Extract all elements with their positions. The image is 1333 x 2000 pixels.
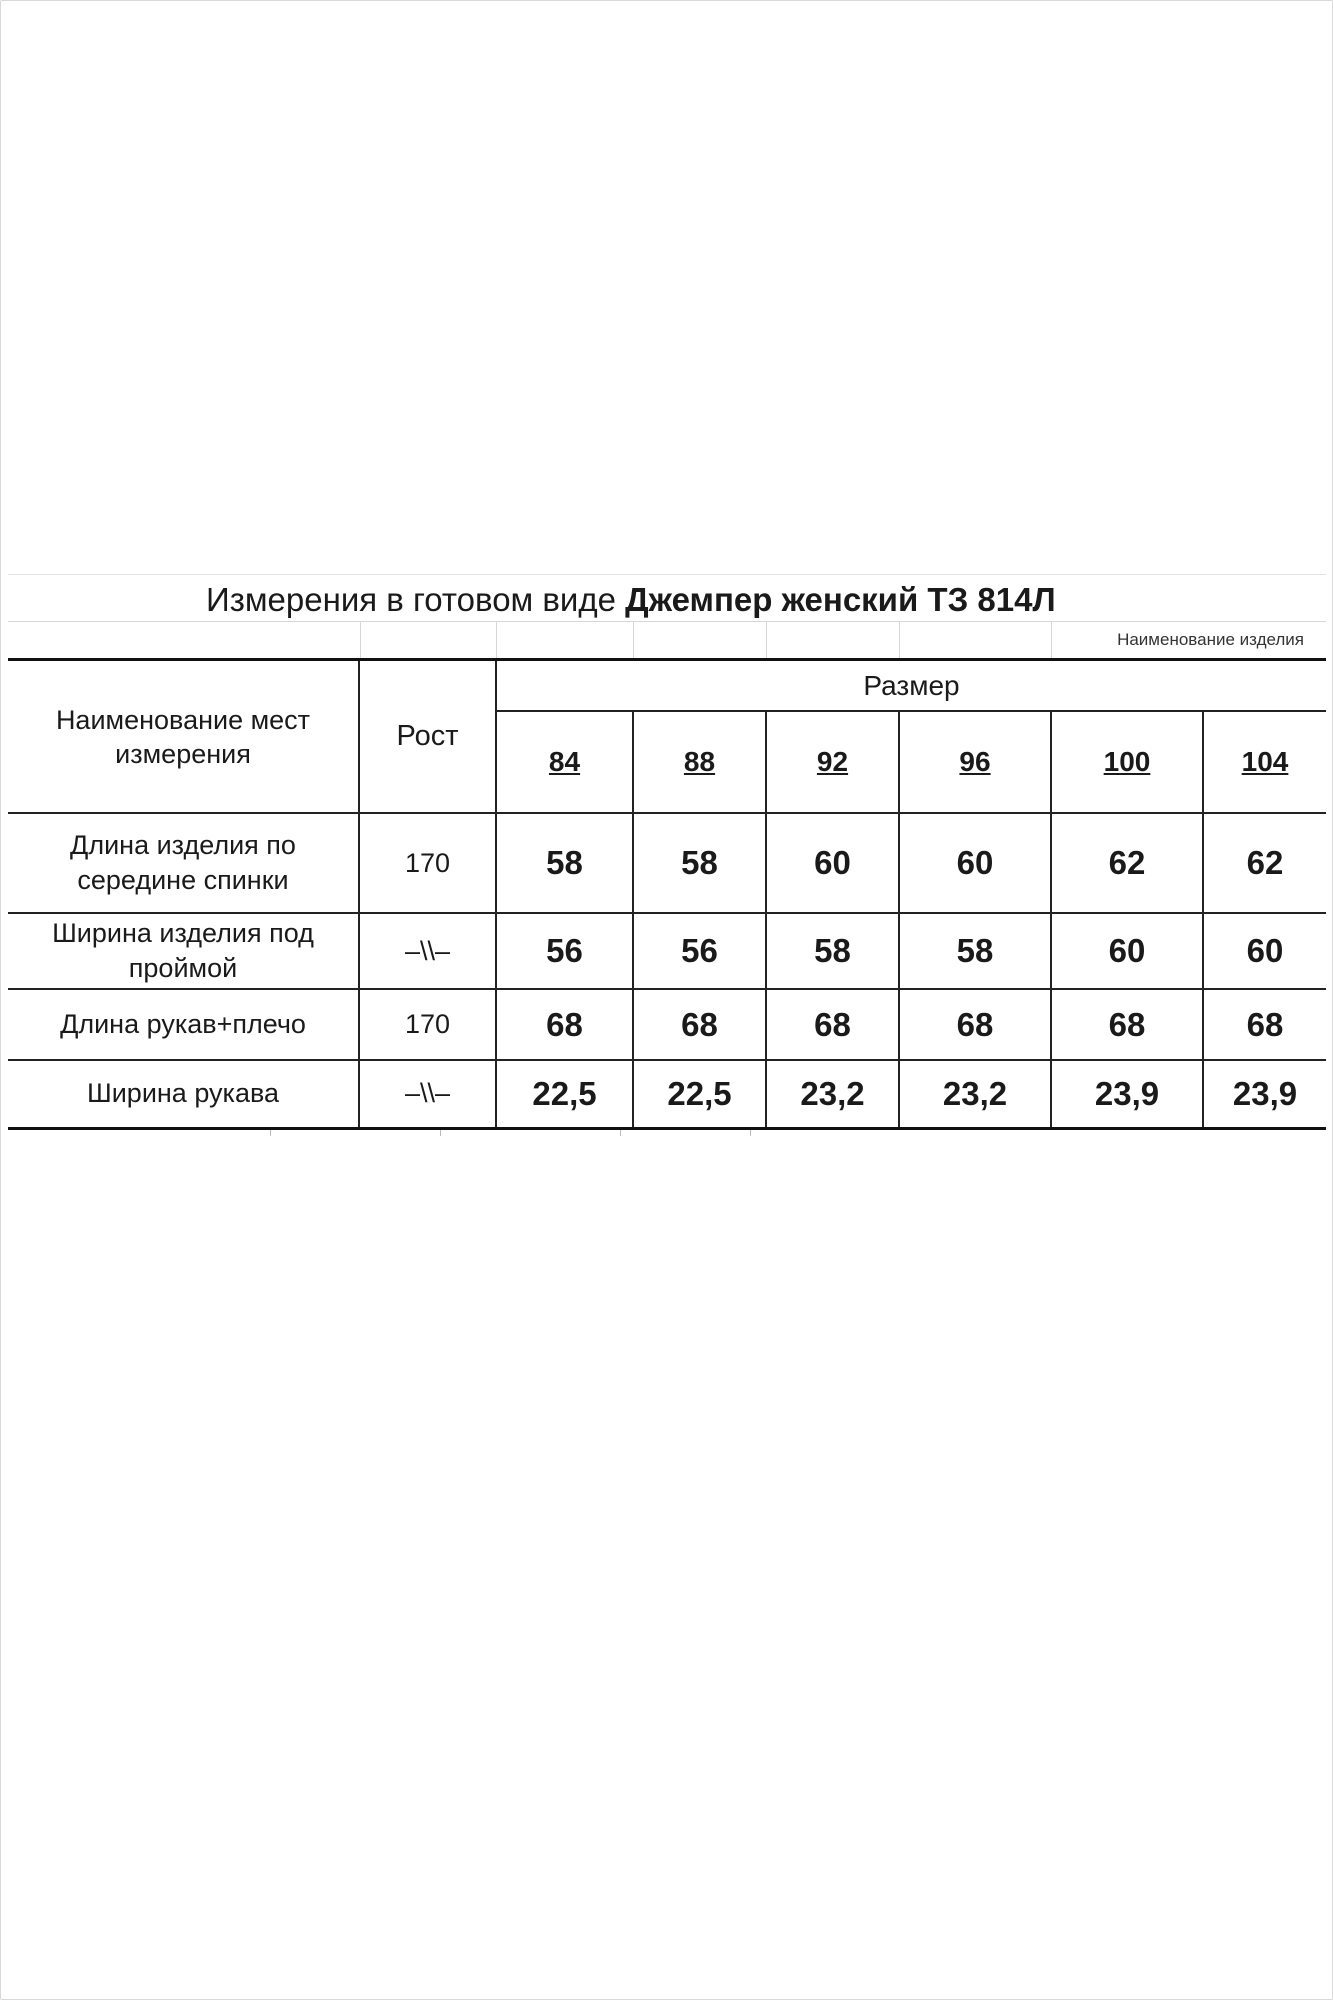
row-label: Длина изделия по середине спинки [8,813,359,913]
row-height: –\\– [359,1060,496,1128]
grid-tick [440,1130,441,1136]
cell-value: 68 [766,989,899,1060]
header-size: 92 [766,711,899,813]
cell-value: 22,5 [633,1060,766,1128]
cell-value: 23,2 [899,1060,1051,1128]
caption-row [8,621,1326,658]
cell-value: 62 [1051,813,1203,913]
header-size: 84 [496,711,633,813]
document-title [206,575,1056,621]
cell-value: 58 [766,913,899,989]
cell-value: 58 [899,913,1051,989]
grid-tick [620,1130,621,1136]
cell-value: 23,9 [1051,1060,1203,1128]
header-measure-place: Наименование мест измерения [8,660,359,814]
table-row [8,989,1326,1060]
header-size: 104 [1203,711,1326,813]
grid-line [360,622,361,658]
header-height: Рост [359,660,496,814]
grid-tick [750,1130,751,1136]
row-height: –\\– [359,913,496,989]
row-label: Ширина рукава [8,1060,359,1128]
cell-value: 68 [1203,989,1326,1060]
grid-line [766,622,767,658]
header-size: 96 [899,711,1051,813]
size-chart-table [8,658,1326,1130]
measurement-sheet [8,574,1326,1136]
cell-value: 62 [1203,813,1326,913]
cell-value: 68 [633,989,766,1060]
grid-tick [270,1130,271,1136]
cell-value: 68 [496,989,633,1060]
cell-value: 23,9 [1203,1060,1326,1128]
cell-value: 68 [1051,989,1203,1060]
cell-value: 68 [899,989,1051,1060]
cell-value: 60 [1051,913,1203,989]
cell-value: 58 [633,813,766,913]
cell-value: 23,2 [766,1060,899,1128]
grid-line [899,622,900,658]
grid-line [1051,622,1052,658]
header-size-group: Размер [496,660,1326,712]
cell-value: 56 [496,913,633,989]
cell-value: 60 [899,813,1051,913]
header-size: 100 [1051,711,1203,813]
grid-ticks [8,1130,1326,1136]
grid-line [633,622,634,658]
product-name-caption: Наименование изделия [1117,630,1304,649]
header-size: 88 [633,711,766,813]
cell-value: 60 [766,813,899,913]
title-row [8,574,1326,621]
title-bold: Джемпер женский ТЗ 814Л [625,581,1056,618]
cell-value: 22,5 [496,1060,633,1128]
grid-line [496,622,497,658]
row-height: 170 [359,813,496,913]
table-row [8,913,1326,989]
row-height: 170 [359,989,496,1060]
table-row [8,1060,1326,1128]
cell-value: 56 [633,913,766,989]
cell-value: 58 [496,813,633,913]
table-row [8,813,1326,913]
title-regular: Измерения в готовом виде [206,581,616,618]
cell-value: 60 [1203,913,1326,989]
row-label: Ширина изделия под проймой [8,913,359,989]
row-label: Длина рукав+плечо [8,989,359,1060]
